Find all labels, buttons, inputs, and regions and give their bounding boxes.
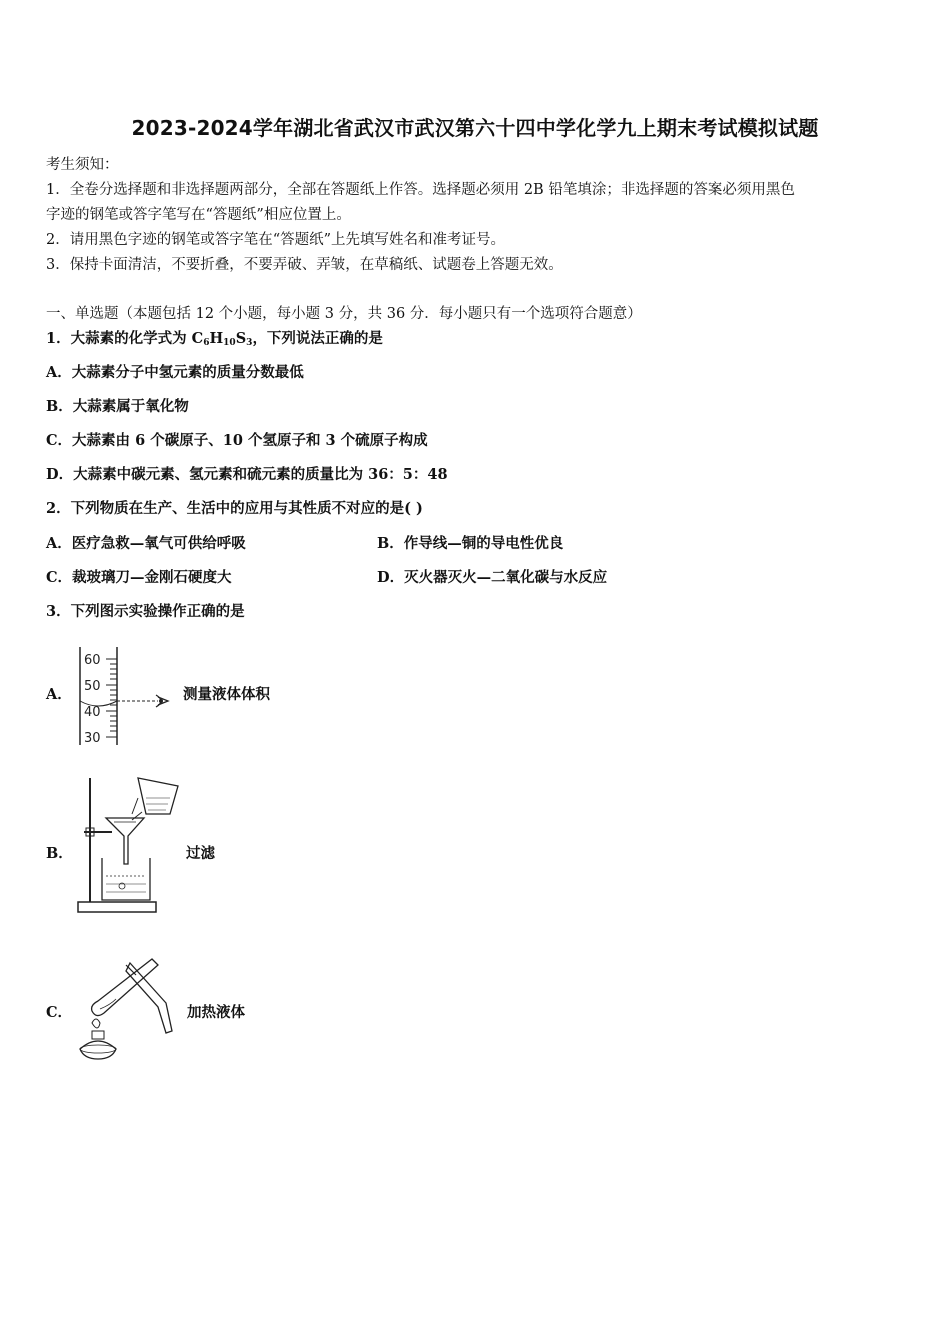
question-1-option-b[interactable]: B．大蒜素属于氧化物 — [46, 398, 189, 415]
notice-item-1-line-1: 1．全卷分选择题和非选择题两部分，全部在答题纸上作答。选择题必须用 2B 铅笔填涂；非选择题的答案必须用黑色 — [46, 182, 795, 198]
question-2-option-b[interactable]: B．作导线—铜的导电性优良 — [377, 535, 564, 552]
question-1-stem — [46, 327, 383, 348]
question-1-option-c[interactable]: C．大蒜素由 6 个碳原子、10 个氢原子和 3 个硫原子构成 — [46, 432, 428, 449]
question-3-option-b-label[interactable]: B． — [46, 845, 73, 862]
question-2-option-c[interactable]: C．裁玻璃刀—金刚石硬度大 — [46, 569, 232, 586]
page-title: 2023-2024学年湖北省武汉市武汉第六十四中学化学九上期末考试模拟试题 — [131, 116, 819, 140]
question-3-option-c-label[interactable]: C． — [46, 1004, 73, 1021]
question-2-option-a[interactable]: A．医疗急救—氧气可供给呼吸 — [46, 535, 246, 552]
q1-stem-part: 1．大蒜素的化学式为 C — [46, 330, 204, 347]
question-3-stem: 3．下列图示实验操作正确的是 — [46, 603, 245, 620]
section-heading: 一、单选题（本题包括 12 个小题，每小题 3 分，共 36 分．每小题只有一个选项符合题意） — [46, 306, 642, 322]
notice-item-2: 2．请用黑色字迹的钢笔或答字笔在“答题纸”上先填写姓名和准考证号。 — [46, 232, 506, 248]
question-3-option-c-caption: 加热液体 — [187, 1004, 245, 1021]
cylinder-tick-label: 40 — [84, 705, 101, 720]
notice-heading: 考生须知： — [46, 157, 119, 173]
question-2-stem: 2．下列物质在生产、生活中的应用与其性质不对应的是( ) — [46, 500, 423, 517]
cylinder-tick-label: 60 — [84, 653, 101, 668]
question-3-option-a-label[interactable]: A． — [46, 686, 72, 703]
heating-liquid-figure — [70, 953, 182, 1065]
question-3-option-b-caption: 过滤 — [186, 845, 215, 862]
question-1-option-d[interactable]: D．大蒜素中碳元素、氢元素和硫元素的质量比为 36：5：48 — [46, 466, 448, 483]
q1-stem-part: H — [209, 330, 224, 347]
filtration-figure — [72, 768, 184, 918]
q1-stem-part: S — [235, 330, 247, 347]
notice-item-3: 3．保持卡面清洁，不要折叠，不要弄破、弄皱，在草稿纸、试题卷上答题无效。 — [46, 257, 563, 273]
q1-subscript: 3 — [246, 338, 253, 348]
notice-item-1-line-2: 字迹的钢笔或答字笔写在“答题纸”相应位置上。 — [46, 207, 351, 223]
graduated-cylinder-figure — [70, 645, 180, 750]
q1-subscript: 6 — [203, 338, 210, 348]
question-1-option-a[interactable]: A．大蒜素分子中氢元素的质量分数最低 — [46, 364, 304, 381]
cylinder-tick-label: 30 — [84, 731, 101, 746]
cylinder-tick-label: 50 — [84, 679, 101, 694]
question-3-option-a-caption: 测量液体体积 — [183, 686, 270, 703]
question-2-option-d[interactable]: D．灭火器灭火—二氧化碳与水反应 — [377, 569, 608, 586]
q1-stem-part: ，下列说法正确的是 — [252, 330, 383, 347]
q1-subscript: 10 — [223, 338, 236, 348]
